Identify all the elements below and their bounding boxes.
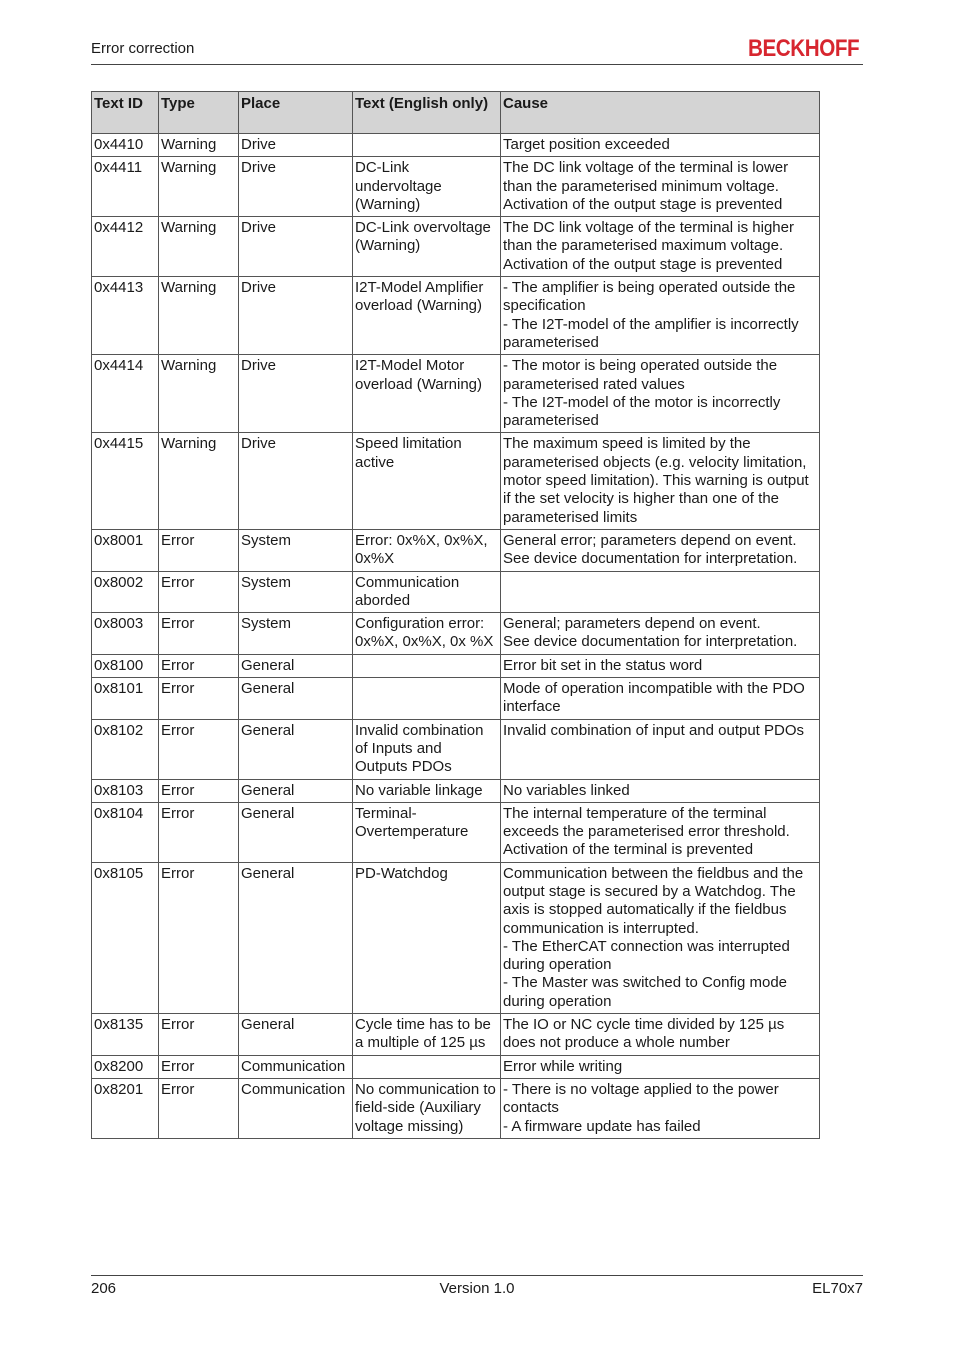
cell-text: No communication to field-side (Auxiliary voltage missing) xyxy=(353,1078,501,1138)
cell-type: Warning xyxy=(159,433,239,529)
cell-cause: Error bit set in the status word xyxy=(501,654,820,677)
table-row xyxy=(92,217,820,277)
cell-type: Warning xyxy=(159,355,239,433)
beckhoff-logo: BECKHOFF xyxy=(748,35,860,62)
cell-text-id: 0x4410 xyxy=(92,134,159,157)
cell-cause: Target position exceeded xyxy=(501,134,820,157)
col-header-text-id: Text ID xyxy=(92,92,159,134)
cell-text: DC-Link overvoltage (Warning) xyxy=(353,217,501,277)
cell-place: System xyxy=(239,613,353,655)
table-body xyxy=(92,134,820,1139)
page-number: 206 xyxy=(91,1280,117,1297)
table-row xyxy=(92,1078,820,1138)
cell-place: Drive xyxy=(239,134,353,157)
cell-type: Error xyxy=(159,1014,239,1056)
cell-type: Error xyxy=(159,571,239,613)
table-header-row xyxy=(92,92,820,134)
cell-text-id: 0x8100 xyxy=(92,654,159,677)
cell-text-id: 0x8201 xyxy=(92,1078,159,1138)
table-row xyxy=(92,529,820,571)
cell-text: No variable linkage xyxy=(353,779,501,802)
cell-cause: - There is no voltage applied to the power contacts - A firmware update has failed xyxy=(501,1078,820,1138)
document-version: Version 1.0 xyxy=(439,1280,515,1297)
cell-text: Terminal-Overtemperature xyxy=(353,802,501,862)
cell-text-id: 0x8101 xyxy=(92,678,159,720)
cell-cause: General error; parameters depend on event. See device documentation for interpretation. xyxy=(501,529,820,571)
table-row xyxy=(92,802,820,862)
cell-place: Drive xyxy=(239,277,353,355)
cell-place: Drive xyxy=(239,355,353,433)
cell-text-id: 0x8135 xyxy=(92,1014,159,1056)
col-header-cause: Cause xyxy=(501,92,820,134)
cell-cause: - The motor is being operated outside the parameterised rated values - The I2T-model of the motor is incorrectly parameterised xyxy=(501,355,820,433)
cell-text: Error: 0x%X, 0x%X, 0x%X xyxy=(353,529,501,571)
cell-place: Communication xyxy=(239,1078,353,1138)
cell-text-id: 0x8002 xyxy=(92,571,159,613)
cell-place: Drive xyxy=(239,157,353,217)
cell-type: Error xyxy=(159,678,239,720)
cell-cause: The DC link voltage of the terminal is higher than the parameterised maximum voltage. Activation of the output stage is prevented xyxy=(501,217,820,277)
cell-place: General xyxy=(239,862,353,1013)
cell-text-id: 0x8105 xyxy=(92,862,159,1013)
error-code-table xyxy=(91,91,820,1139)
col-header-text: Text (English only) xyxy=(353,92,501,134)
cell-type: Error xyxy=(159,862,239,1013)
cell-type: Error xyxy=(159,529,239,571)
cell-text-id: 0x8102 xyxy=(92,719,159,779)
cell-text-id: 0x8200 xyxy=(92,1055,159,1078)
cell-text: PD-Watchdog xyxy=(353,862,501,1013)
table-row xyxy=(92,1055,820,1078)
table-row xyxy=(92,355,820,433)
col-header-place: Place xyxy=(239,92,353,134)
col-header-type: Type xyxy=(159,92,239,134)
cell-text: Speed limitation active xyxy=(353,433,501,529)
cell-text-id: 0x4411 xyxy=(92,157,159,217)
cell-place: System xyxy=(239,571,353,613)
cell-text-id: 0x8001 xyxy=(92,529,159,571)
cell-place: General xyxy=(239,678,353,720)
cell-text-id: 0x8103 xyxy=(92,779,159,802)
cell-text: I2T-Model Motor overload (Warning) xyxy=(353,355,501,433)
cell-type: Error xyxy=(159,1055,239,1078)
cell-type: Error xyxy=(159,779,239,802)
cell-text-id: 0x4414 xyxy=(92,355,159,433)
table-row xyxy=(92,654,820,677)
cell-text: Configuration error: 0x%X, 0x%X, 0x %X xyxy=(353,613,501,655)
cell-text xyxy=(353,134,501,157)
cell-place: Drive xyxy=(239,217,353,277)
cell-cause: General; parameters depend on event. See device documentation for interpretation. xyxy=(501,613,820,655)
cell-cause: The DC link voltage of the terminal is lower than the parameterised minimum voltage. Activation of the output stage is prevented xyxy=(501,157,820,217)
cell-type: Warning xyxy=(159,134,239,157)
table-row xyxy=(92,862,820,1013)
cell-place: General xyxy=(239,779,353,802)
cell-type: Warning xyxy=(159,277,239,355)
table-row xyxy=(92,277,820,355)
cell-text: I2T-Model Amplifier overload (Warning) xyxy=(353,277,501,355)
table-row xyxy=(92,613,820,655)
cell-text-id: 0x8003 xyxy=(92,613,159,655)
running-header-title: Error correction xyxy=(91,40,195,57)
product-name: EL70x7 xyxy=(812,1280,863,1297)
cell-place: Communication xyxy=(239,1055,353,1078)
table-row xyxy=(92,134,820,157)
cell-type: Error xyxy=(159,1078,239,1138)
cell-text xyxy=(353,678,501,720)
table-row xyxy=(92,678,820,720)
cell-cause: Mode of operation incompatible with the PDO interface xyxy=(501,678,820,720)
cell-cause: No variables linked xyxy=(501,779,820,802)
cell-place: Drive xyxy=(239,433,353,529)
cell-text-id: 0x4412 xyxy=(92,217,159,277)
cell-type: Error xyxy=(159,802,239,862)
cell-place: System xyxy=(239,529,353,571)
cell-cause: Error while writing xyxy=(501,1055,820,1078)
cell-place: General xyxy=(239,654,353,677)
table-row xyxy=(92,719,820,779)
cell-type: Warning xyxy=(159,157,239,217)
cell-text xyxy=(353,654,501,677)
cell-cause: - The amplifier is being operated outside the specification - The I2T-model of the amplifier is incorrectly parameterised xyxy=(501,277,820,355)
cell-place: General xyxy=(239,719,353,779)
footer-rule xyxy=(91,1275,863,1276)
cell-cause: The internal temperature of the terminal exceeds the parameterised error threshold. Activation of the terminal is prevented xyxy=(501,802,820,862)
cell-text-id: 0x4413 xyxy=(92,277,159,355)
cell-text: Cycle time has to be a multiple of 125 µs xyxy=(353,1014,501,1056)
cell-type: Error xyxy=(159,613,239,655)
cell-text xyxy=(353,1055,501,1078)
table-row xyxy=(92,157,820,217)
cell-text: Invalid combination of Inputs and Outputs PDOs xyxy=(353,719,501,779)
cell-place: General xyxy=(239,1014,353,1056)
cell-text: DC-Link undervoltage (Warning) xyxy=(353,157,501,217)
table-row xyxy=(92,571,820,613)
table-row xyxy=(92,779,820,802)
cell-cause xyxy=(501,571,820,613)
cell-place: General xyxy=(239,802,353,862)
cell-type: Warning xyxy=(159,217,239,277)
table-row xyxy=(92,433,820,529)
cell-type: Error xyxy=(159,654,239,677)
cell-text-id: 0x8104 xyxy=(92,802,159,862)
cell-text-id: 0x4415 xyxy=(92,433,159,529)
header-rule xyxy=(91,64,863,65)
cell-cause: The maximum speed is limited by the parameterised objects (e.g. velocity limitation, motor speed limitation). This warning is output if the set velocity is higher than one of the parameterised limits xyxy=(501,433,820,529)
cell-cause: Communication between the fieldbus and the output stage is secured by a Watchdog. The axis is stopped automatically if the fieldbus communication is interrupted. - The EtherCAT connection was interrupted during operation - The Master was switched to Config mode during operation xyxy=(501,862,820,1013)
cell-type: Error xyxy=(159,719,239,779)
table-row xyxy=(92,1014,820,1056)
cell-text: Communication aborded xyxy=(353,571,501,613)
cell-cause: The IO or NC cycle time divided by 125 µs does not produce a whole number xyxy=(501,1014,820,1056)
cell-cause: Invalid combination of input and output PDOs xyxy=(501,719,820,779)
